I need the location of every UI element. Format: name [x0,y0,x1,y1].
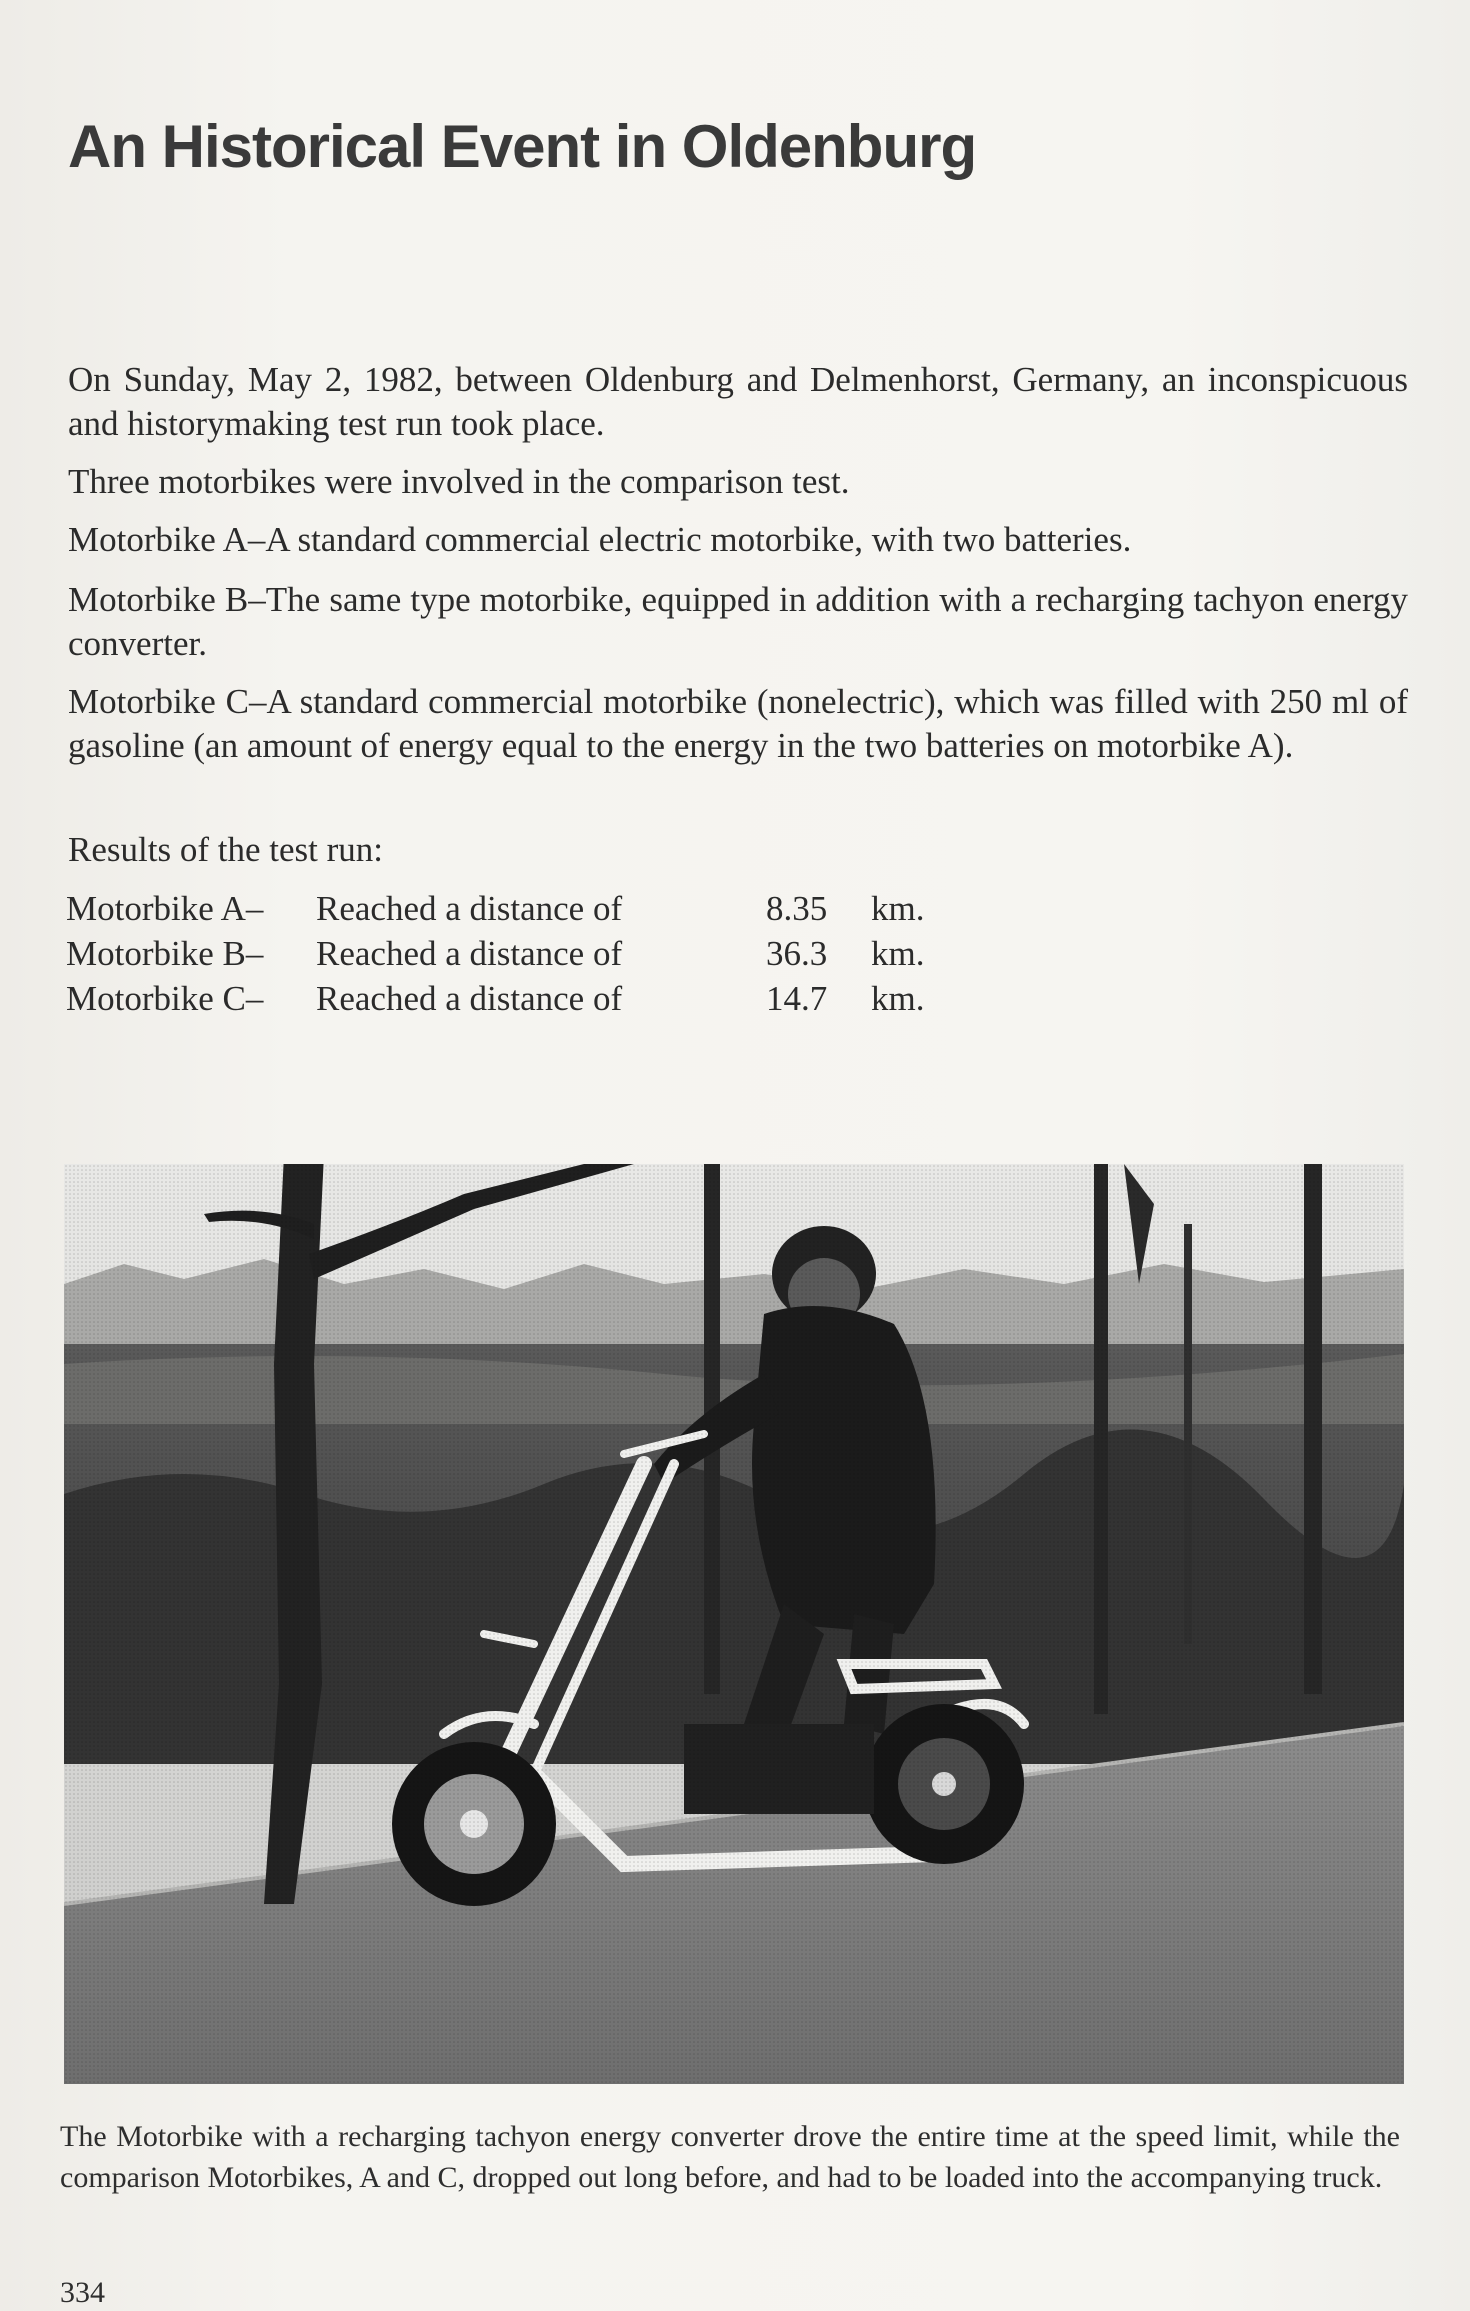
results-list [66,886,924,1021]
motorbike-a-paragraph: Motorbike A–A standard commercial electric motorbike, with two batteries. [68,520,1132,559]
motorbike-b-paragraph: Motorbike B–The same type motorbike, equipped in addition with a recharging tachyon energy converter. [68,580,1408,663]
result-text: Reached a distance of [316,889,623,928]
result-value: 36.3 [766,934,828,973]
result-label: Motorbike B– [66,934,264,973]
page-number: 334 [60,2276,105,2309]
result-value: 8.35 [766,889,828,928]
photo-caption: The Motorbike with a recharging tachyon energy converter drove the entire time at the speed limit, while the comparison Motorbikes, A and C, dropped out long before, and had to be loaded into the accompanying truck. [60,2120,1400,2194]
result-unit: km. [871,934,925,973]
intro-paragraph: On Sunday, May 2, 1982, between Oldenburg and Delmenhorst, Germany, an inconspicuous and historymaking test run took place. [68,360,1408,443]
result-value: 14.7 [766,979,828,1018]
motorbikes-count-paragraph: Three motorbikes were involved in the comparison test. [68,462,850,501]
result-text: Reached a distance of [316,934,623,973]
result-row-c [66,976,924,1021]
result-row-b [66,931,924,976]
result-label: Motorbike A– [66,889,264,928]
page-title: An Historical Event in Oldenburg [68,113,977,180]
motorbike-photo [64,1164,1404,2084]
motorbike-c-paragraph: Motorbike C–A standard commercial motorbike (nonelectric), which was filled with 250 ml of gasoline (an amount of energy equal to the energy in the two batteries on motorbike A). [68,682,1408,765]
result-text: Reached a distance of [316,979,623,1018]
result-unit: km. [871,889,925,928]
results-heading: Results of the test run: [68,830,383,869]
result-label: Motorbike C– [66,979,264,1018]
result-unit: km. [871,979,925,1018]
result-row-a [66,886,924,931]
